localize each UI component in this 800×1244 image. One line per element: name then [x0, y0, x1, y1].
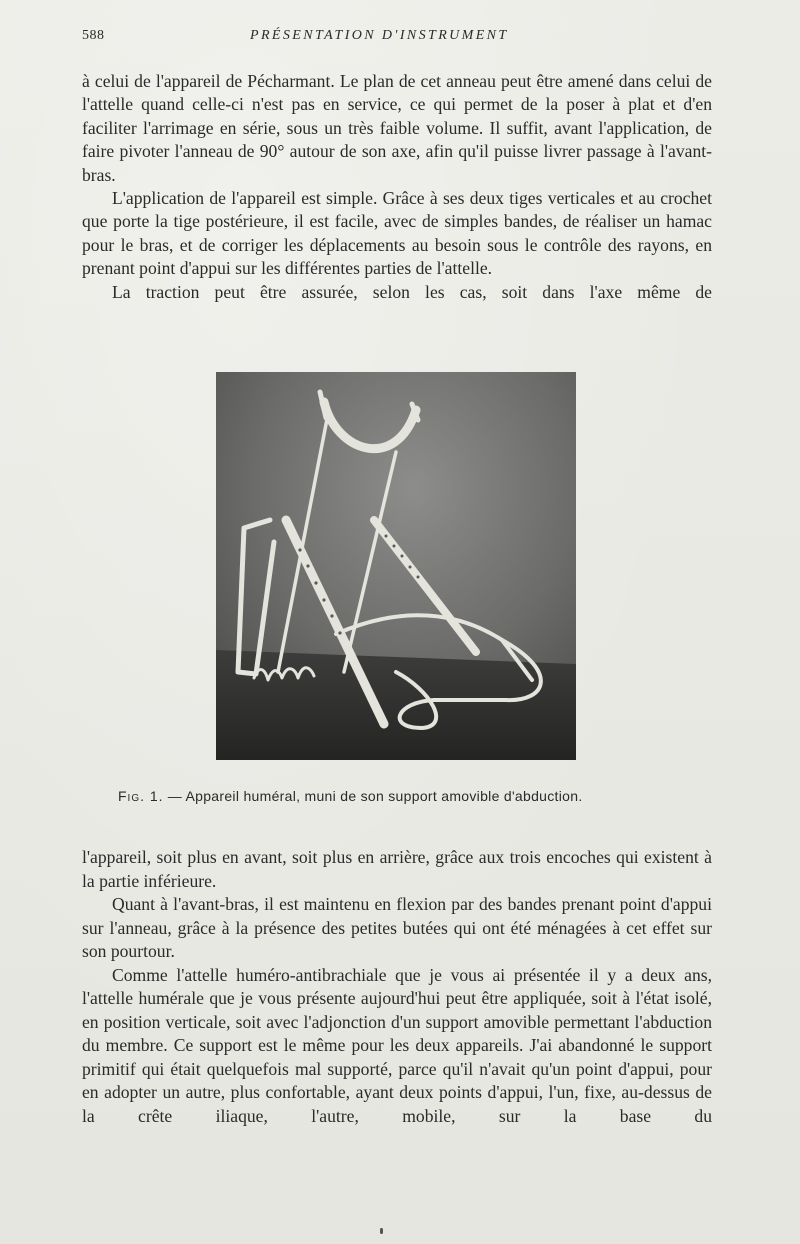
paragraph-application: L'application de l'appareil est simple. Grâce à ses deux tiges verticales et au crochet que porte la tige postérieure, il est facile, avec de simples bandes, de réaliser un hamac pour le bras, et de corriger les déplacements au besoin sous le contrôle des rayons, en prenant point d'appui sur les différentes parties de l'attelle. [82, 188, 712, 279]
running-title: PRÉSENTATION D'INSTRUMENT [250, 28, 509, 43]
figure-caption-text: — Appareil huméral, muni de son support amovible d'abduction. [163, 788, 583, 804]
paragraph-continuation: à celui de l'appareil de Pécharmant. Le plan de cet anneau peut être amené dans celui de l'attelle quand celle-ci n'est pas en service, ce qui permet de la poser à plat et d'en faciliter l'arrimage en série, sous un très faible volume. Il suffit, avant l'application, de faire pivoter l'anneau de 90° autour de son axe, afin qu'il puisse livrer passage à l'avant-bras. [82, 71, 712, 185]
figure-caption [118, 788, 718, 804]
paragraph-encoches: l'appareil, soit plus en avant, soit plus en arrière, grâce aux trois encoches qui existent à la partie inférieure. [82, 847, 712, 891]
page-speck [380, 1228, 383, 1234]
apparatus-photo-illustration [216, 372, 576, 760]
figure-photo-humeral-apparatus [216, 372, 576, 760]
page-header [82, 28, 712, 48]
paragraph-attelle-humerale: Comme l'attelle huméro-antibrachiale que je vous ai présentée il y a deux ans, l'attelle humérale que je vous présente aujourd'hui peut être appliquée, soit à l'état isolé, en position verticale, soit avec l'adjonction d'un support amovible permettant l'abduction du membre. Ce support est le même pour les deux appareils. J'ai abandonné le support primitif qui était quelquefois mal supporté, parce qu'il n'avait qu'un point d'appui, pour en adopter un autre, plus confortable, ayant deux points d'appui, l'un, fixe, au-dessus de la crête iliaque, l'autre, mobile, sur la base du [82, 964, 712, 1126]
paragraph-traction: La traction peut être assurée, selon les cas, soit dans l'axe même de [112, 281, 712, 302]
page-number: 588 [82, 28, 105, 43]
paragraph-avant-bras: Quant à l'avant-bras, il est maintenu en flexion par des bandes prenant point d'appui sur l'anneau, grâce à la présence des petites butées qui ont été ménagées à cet effet sur son pourtour. [82, 894, 712, 961]
top-text-block [82, 70, 712, 304]
bottom-text-block [82, 846, 712, 1128]
figure-label: Fig. 1. [118, 788, 164, 804]
